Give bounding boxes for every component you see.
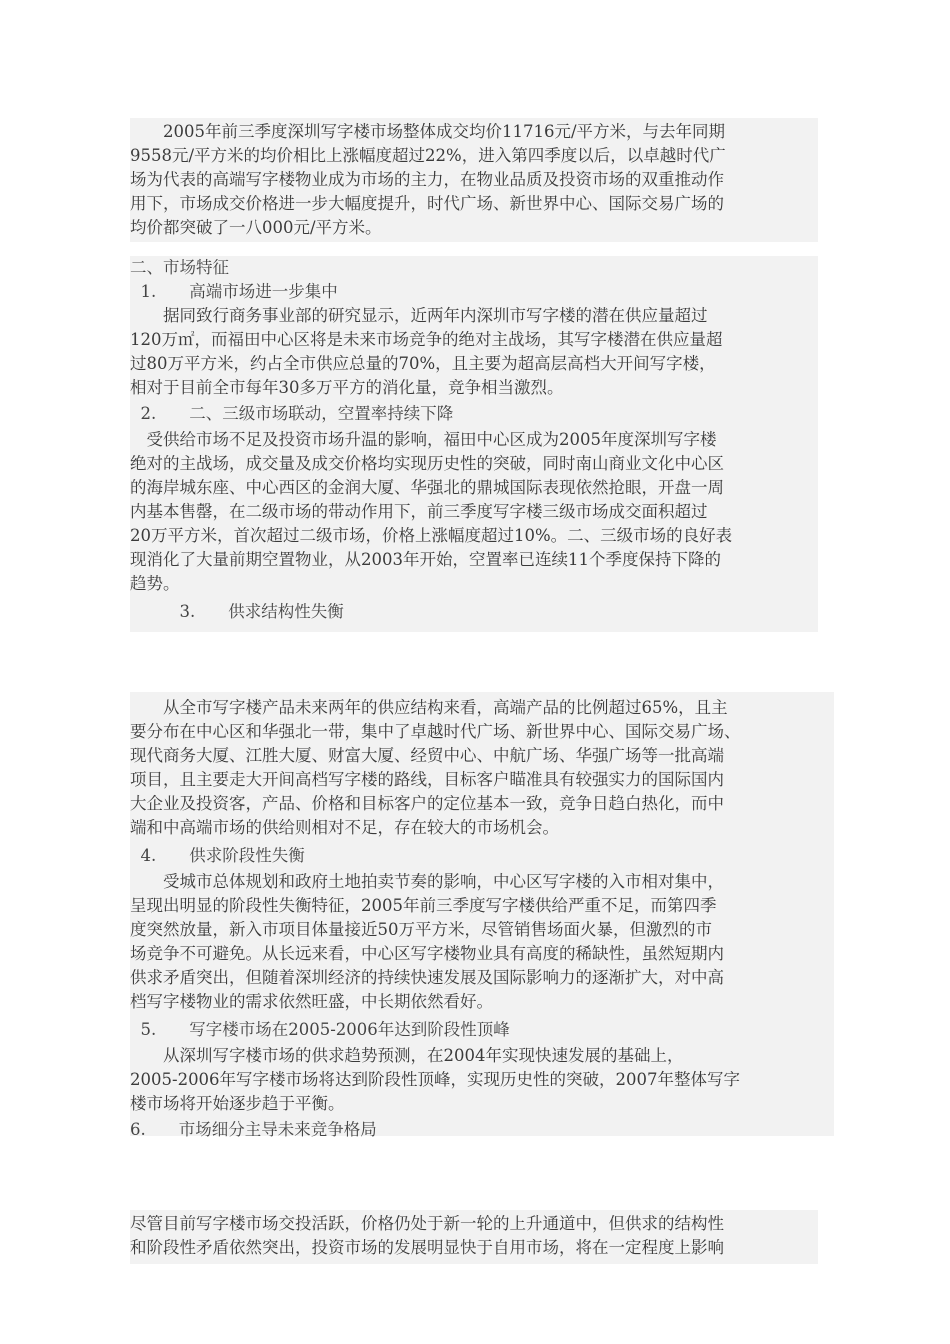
text-line: 呈现出明显的阶段性失衡特征，2005年前三季度写字楼供给严重不足，而第四季 xyxy=(130,896,717,915)
text-line: 受城市总体规划和政府土地拍卖节奏的影响，中心区写字楼的入市相对集中， xyxy=(130,872,724,891)
text-line: 均价都突破了一八000元/平方米。 xyxy=(130,218,382,237)
text-line: 20万平方米，首次超过二级市场，价格上涨幅度超过10%。二、三级市场的良好表 xyxy=(130,526,733,545)
text-line: 现代商务大厦、江胜大厦、财富大厦、经贸中心、中航广场、华强广场等一批高端 xyxy=(130,746,724,765)
subheading: 5. 写字楼市场在2005-2006年达到阶段性顶峰 xyxy=(130,1020,510,1039)
text-line: 内基本售罄，在二级市场的带动作用下，前三季度写字楼三级市场成交面积超过 xyxy=(130,502,708,521)
text-line: 要分布在中心区和华强北一带，集中了卓越时代广场、新世界中心、国际交易广场、 xyxy=(130,722,741,741)
subheading: 1. 高端市场进一步集中 xyxy=(130,282,338,301)
subheading: 3. 供求结构性失衡 xyxy=(130,602,344,621)
text-line: 度突然放量，新入市项目体量接近50万平方米，尽管销售场面火暴，但激烈的市 xyxy=(130,920,712,939)
text-line: 尽管目前写字楼市场交投活跃，价格仍处于新一轮的上升通道中，但供求的结构性 xyxy=(130,1214,724,1233)
text-line: 120万㎡，而福田中心区将是未来市场竞争的绝对主战场，其写字楼潜在供应量超 xyxy=(130,330,723,349)
text-line: 绝对的主战场，成交量及成交价格均实现历史性的突破，同时南山商业文化中心区 xyxy=(130,454,724,473)
section-heading: 二、市场特征 xyxy=(130,258,229,277)
text-line: 2005年前三季度深圳写字楼市场整体成交均价11716元/平方米，与去年同期 xyxy=(130,122,726,141)
text-line: 端和中高端市场的供给则相对不足，存在较大的市场机会。 xyxy=(130,818,559,837)
text-line: 从全市写字楼产品未来两年的供应结构来看，高端产品的比例超过65%，且主 xyxy=(130,698,728,717)
text-line: 场为代表的高端写字楼物业成为市场的主力，在物业品质及投资市场的双重推动作 xyxy=(130,170,724,189)
text-line: 趋势。 xyxy=(130,574,180,593)
subheading: 2. 二、三级市场联动，空置率持续下降 xyxy=(130,404,454,423)
subheading: 4. 供求阶段性失衡 xyxy=(130,846,305,865)
text-line: 受供给市场不足及投资市场升温的影响，福田中心区成为2005年度深圳写字楼 xyxy=(130,430,717,449)
text-line: 过80万平方米，约占全市供应总量的70%，且主要为超高层高档大开间写字楼， xyxy=(130,354,716,373)
text-line: 从深圳写字楼市场的供求趋势预测，在2004年实现快速发展的基础上， xyxy=(130,1046,684,1065)
text-line: 和阶段性矛盾依然突出，投资市场的发展明显快于自用市场，将在一定程度上影响 xyxy=(130,1238,724,1257)
text-line: 大企业及投资客，产品、价格和目标客户的定位基本一致，竞争日趋白热化，而中 xyxy=(130,794,724,813)
text-line: 的海岸城东座、中心西区的金润大厦、华强北的鼎城国际表现依然抢眼，开盘一周 xyxy=(130,478,724,497)
subheading: 6. 市场细分主导未来竞争格局 xyxy=(130,1120,377,1139)
text-line: 项目，且主要走大开间高档写字楼的路线，目标客户瞄准具有较强实力的国际国内 xyxy=(130,770,724,789)
text-line: 用下，市场成交价格进一步大幅度提升，时代广场、新世界中心、国际交易广场的 xyxy=(130,194,724,213)
text-line: 9558元/平方米的均价相比上涨幅度超过22%，进入第四季度以后，以卓越时代广 xyxy=(130,146,726,165)
text-line: 场竞争不可避免。从长远来看，中心区写字楼物业具有高度的稀缺性，虽然短期内 xyxy=(130,944,724,963)
text-line: 相对于目前全市每年30多万平方的消化量，竞争相当激烈。 xyxy=(130,378,564,397)
text-line: 据同致行商务事业部的研究显示，近两年内深圳市写字楼的潜在供应量超过 xyxy=(130,306,708,325)
text-line: 供求矛盾突出，但随着深圳经济的持续快速发展及国际影响力的逐渐扩大，对中高 xyxy=(130,968,724,987)
text-line: 2005-2006年写字楼市场将达到阶段性顶峰，实现历史性的突破，2007年整体写字 xyxy=(130,1070,741,1089)
text-line: 楼市场将开始逐步趋于平衡。 xyxy=(130,1094,345,1113)
text-line: 现消化了大量前期空置物业，从2003年开始，空置率已连续11个季度保持下降的 xyxy=(130,550,721,569)
text-line: 档写字楼物业的需求依然旺盛，中长期依然看好。 xyxy=(130,992,493,1011)
